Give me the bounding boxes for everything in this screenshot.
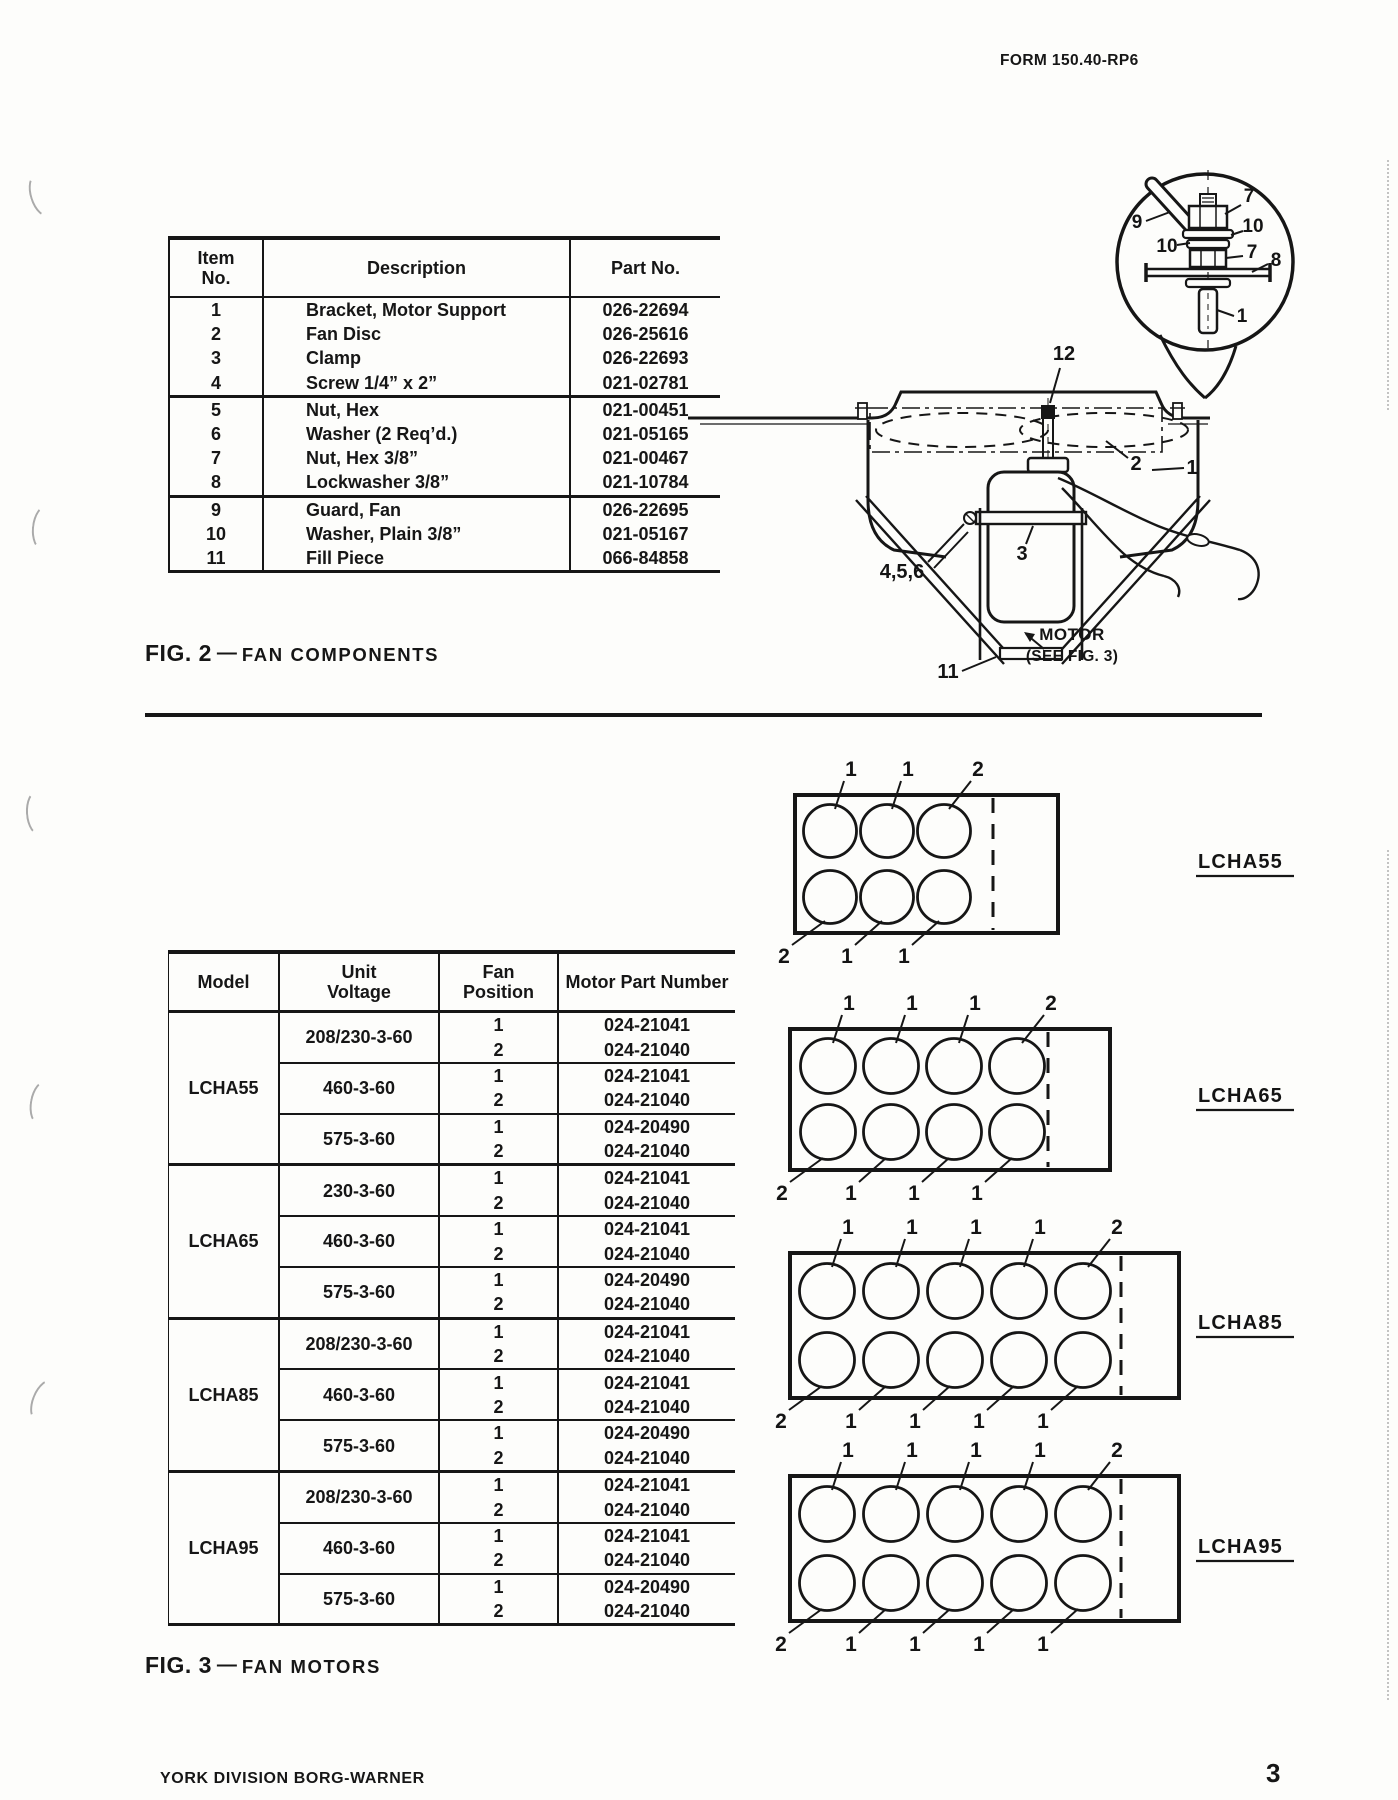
fan-circle: [927, 1039, 982, 1094]
unit-voltage-cell: 208/230-3-60: [279, 1012, 439, 1063]
fan-position-cell: 1: [439, 1318, 558, 1344]
description-cell: Nut, Hex 3/8”: [263, 446, 570, 470]
fan-position-label: 1: [970, 1439, 982, 1462]
fan-circle: [992, 1487, 1047, 1542]
fan-circle: [800, 1556, 855, 1611]
fan-diagram-lcha95: [775, 1439, 1294, 1656]
callout-12: 12: [1052, 343, 1076, 365]
part-no-cell: 066-84858: [602, 547, 689, 568]
callout-8: 8: [1270, 250, 1282, 271]
parts-table-row: [169, 346, 720, 370]
scan-mark: [24, 789, 53, 837]
scan-mark: [30, 504, 61, 552]
callout-1: 1: [1186, 457, 1198, 479]
fan-position-cell: 1: [439, 1523, 558, 1548]
callout-11: 11: [937, 661, 959, 683]
description-cell: Bracket, Motor Support: [263, 297, 570, 322]
part-no-cell: 026-22694: [602, 300, 689, 321]
fan-position-cell: 2: [439, 1292, 558, 1318]
motor-part-number-cell: 024-21041: [558, 1216, 735, 1241]
description-cell: Fan Disc: [263, 322, 570, 346]
motor-part-number-cell: 024-21040: [603, 1243, 691, 1264]
unit-voltage-cell: 575-3-60: [279, 1574, 439, 1625]
scan-mark: [26, 1078, 60, 1128]
fan-position-cell: 1: [439, 1216, 558, 1241]
motor-part-number-cell: 024-20490: [558, 1114, 735, 1139]
fan-position-label: 1: [841, 945, 853, 968]
fan-circle: [928, 1264, 983, 1319]
fan-circle: [800, 1487, 855, 1542]
fig3-caption: [145, 1652, 381, 1679]
fig2-parts-table: [168, 236, 720, 573]
callout-1-balloon: 1: [1236, 306, 1248, 327]
callout-2: 2: [1130, 453, 1142, 475]
item-no-cell: 7: [169, 446, 263, 470]
motor-part-number-cell: 024-21040: [603, 1550, 691, 1571]
fig2-drawing: [680, 120, 1398, 720]
fan-circle: [1056, 1556, 1111, 1611]
part-no-cell: 026-22693: [602, 348, 689, 369]
unit-voltage-cell: 575-3-60: [279, 1267, 439, 1318]
footer-text: YORK DIVISION BORG-WARNER: [160, 1770, 425, 1787]
callout-3: 3: [1016, 543, 1028, 565]
header-position-line1: Fan: [482, 961, 515, 982]
parts-table-row: [169, 297, 720, 322]
fig2-caption-separator: —: [216, 642, 237, 664]
parts-table-header-row: [169, 238, 720, 297]
form-number: FORM 150.40-RP6: [1000, 52, 1139, 69]
motor-part-number-cell: 024-20490: [558, 1420, 735, 1445]
callout-9: 9: [1131, 212, 1143, 233]
motors-table-header-row: [169, 952, 736, 1012]
motor-label: MOTOR: [1039, 625, 1105, 644]
see-fig3-label: (SEE FIG. 3): [1025, 648, 1119, 665]
fan-position-label: 1: [909, 1633, 921, 1656]
fig3-caption-title: FAN MOTORS: [241, 1656, 381, 1677]
fan-position-label: 1: [843, 992, 855, 1015]
fan-position-cell: 1: [439, 1114, 558, 1139]
scan-mark: [24, 169, 63, 221]
fan-circle: [918, 805, 971, 858]
item-no-cell: 4: [169, 371, 263, 397]
part-no-cell: 026-25616: [602, 324, 689, 345]
motors-table-row: [169, 1012, 736, 1038]
fan-circle: [992, 1333, 1047, 1388]
fan-position-cell: 2: [439, 1548, 558, 1573]
hex-nut-lower: [1190, 250, 1226, 267]
fan-position-label: 1: [973, 1410, 985, 1433]
fan-circle: [1056, 1264, 1111, 1319]
fan-position-label: 2: [1111, 1439, 1123, 1462]
fan-circle: [861, 871, 914, 924]
header-item-line1: Item: [197, 247, 235, 268]
motors-table-row: [169, 1472, 736, 1498]
motors-table-row: [169, 1318, 736, 1344]
washer-mid: [1187, 240, 1229, 248]
model-cell: LCHA95: [169, 1472, 280, 1625]
fan-position-label: 1: [1034, 1216, 1046, 1239]
header-motor-part-number: Motor Part Number: [558, 952, 735, 1012]
header-unit-voltage: [279, 952, 439, 1012]
item-no-cell: 6: [169, 422, 263, 446]
fan-circle: [1056, 1487, 1111, 1542]
fan-diagram-model-label: LCHA65: [1198, 1085, 1283, 1107]
fan-position-cell: 1: [439, 1165, 558, 1191]
unit-voltage-cell: 460-3-60: [279, 1369, 439, 1420]
fan-position-label: 2: [775, 1410, 787, 1433]
unit-outline: [795, 795, 1058, 933]
fan-circle: [918, 871, 971, 924]
fan-circle: [928, 1487, 983, 1542]
fan-circle: [1056, 1333, 1111, 1388]
item-no-cell: 9: [169, 496, 263, 522]
unit-voltage-cell: 460-3-60: [279, 1063, 439, 1114]
fan-position-cell: 1: [439, 1574, 558, 1599]
parts-table-row: [169, 396, 720, 422]
parts-table-row: [169, 446, 720, 470]
fan-position-label: 2: [778, 945, 790, 968]
header-part-no: Part No.: [570, 238, 720, 297]
fan-circle: [864, 1264, 919, 1319]
fan-position-label: 1: [845, 1182, 857, 1205]
fan-position-label: 2: [972, 758, 984, 781]
callout-10-left: 10: [1156, 236, 1178, 257]
motor-part-number-cell: 024-21041: [558, 1165, 735, 1191]
fan-position-cell: 1: [439, 1472, 558, 1498]
fan-position-label: 1: [842, 1216, 854, 1239]
fan-position-label: 2: [775, 1633, 787, 1656]
header-voltage-line1: Unit: [341, 961, 377, 982]
fan-circle: [928, 1556, 983, 1611]
motor-part-number-cell: 024-21040: [603, 1499, 691, 1520]
fan-circle: [861, 805, 914, 858]
fan-circle: [801, 1039, 856, 1094]
parts-table-row: [169, 322, 720, 346]
fan-position-cell: 2: [439, 1037, 558, 1062]
callout-4-5-6: 4,5,6: [879, 561, 925, 583]
fan-diagram-lcha55: [778, 758, 1294, 968]
fan-circle: [990, 1039, 1045, 1094]
callout-10-right: 10: [1242, 216, 1264, 237]
fan-position-label: 1: [1037, 1633, 1049, 1656]
fan-position-cell: 2: [439, 1242, 558, 1267]
fig2-caption: [145, 640, 439, 667]
motors-table-row: [169, 1165, 736, 1191]
fan-position-cell: 1: [439, 1012, 558, 1038]
fan-position-cell: 2: [439, 1497, 558, 1522]
fan-position-label: 1: [906, 992, 918, 1015]
fan-position-label: 1: [970, 1216, 982, 1239]
fan-position-label: 1: [1034, 1439, 1046, 1462]
fan-circle: [990, 1105, 1045, 1160]
unit-voltage-cell: 460-3-60: [279, 1523, 439, 1574]
fan-circle: [804, 805, 857, 858]
header-item-line2: No.: [201, 268, 231, 288]
motor-part-number-cell: 024-21041: [558, 1369, 735, 1394]
motor-part-number-cell: 024-21040: [603, 1090, 691, 1111]
clamp-band: [976, 512, 1086, 524]
item-no-cell: 8: [169, 470, 263, 496]
motor-part-number-cell: 024-21040: [603, 1346, 691, 1367]
motor-part-number-cell: 024-21041: [558, 1523, 735, 1548]
description-cell: Screw 1/4” x 2”: [263, 371, 570, 397]
unit-voltage-cell: 460-3-60: [279, 1216, 439, 1267]
fan-position-label: 1: [908, 1182, 920, 1205]
fan-position-cell: 1: [439, 1063, 558, 1088]
washer-lower: [1186, 279, 1230, 287]
header-item-no: [169, 238, 263, 297]
fan-position-label: 1: [906, 1439, 918, 1462]
model-cell: LCHA65: [169, 1165, 280, 1318]
motor-part-number-cell: 024-21041: [558, 1063, 735, 1088]
motor-part-number-cell: 024-21040: [603, 1396, 691, 1417]
unit-voltage-cell: 208/230-3-60: [279, 1472, 439, 1523]
item-no-cell: 11: [169, 546, 263, 572]
fan-position-cell: 1: [439, 1267, 558, 1292]
motor-part-number-cell: 024-21040: [603, 1039, 691, 1060]
fan-position-cell: 2: [439, 1599, 558, 1625]
fan-circle: [928, 1333, 983, 1388]
header-model: Model: [169, 952, 280, 1012]
fan-diagram-model-label: LCHA85: [1198, 1312, 1283, 1334]
motor-part-number-cell: 024-21040: [603, 1447, 691, 1468]
fig3-caption-separator: —: [216, 1654, 237, 1676]
parts-table-row: [169, 522, 720, 546]
item-no-cell: 1: [169, 297, 263, 322]
motor-part-number-cell: 024-21041: [558, 1318, 735, 1344]
fan-circle: [864, 1556, 919, 1611]
motor-body: [988, 472, 1074, 622]
motor-part-number-cell: 024-21041: [558, 1472, 735, 1498]
item-no-cell: 3: [169, 346, 263, 370]
fan-position-cell: 2: [439, 1139, 558, 1165]
fan-position-label: 1: [902, 758, 914, 781]
fan-circle: [927, 1105, 982, 1160]
model-cell: LCHA85: [169, 1318, 280, 1471]
part-no-cell: 021-05165: [602, 423, 689, 444]
fan-position-label: 1: [969, 992, 981, 1015]
fan-circle: [992, 1264, 1047, 1319]
fan-position-label: 1: [842, 1439, 854, 1462]
fan-position-cell: 1: [439, 1369, 558, 1394]
section-divider: [145, 713, 1262, 717]
item-no-cell: 5: [169, 396, 263, 422]
fan-position-label: 1: [898, 945, 910, 968]
description-cell: Guard, Fan: [263, 496, 570, 522]
description-cell: Washer, Plain 3/8”: [263, 522, 570, 546]
parts-table-row: [169, 546, 720, 572]
fan-circle: [864, 1039, 919, 1094]
fig3-motors-table-body: [169, 1012, 736, 1625]
motor-part-number-cell: 024-21040: [603, 1141, 691, 1162]
fan-diagrams: [680, 740, 1398, 1700]
description-cell: Washer (2 Req’d.): [263, 422, 570, 446]
fig3-motors-table: [168, 950, 728, 1626]
fan-diagram-lcha65: [776, 992, 1294, 1205]
part-no-cell: 021-10784: [602, 472, 689, 493]
unit-voltage-cell: 230-3-60: [279, 1165, 439, 1216]
fan-diagram-model-label: LCHA55: [1198, 851, 1283, 873]
fig2-caption-title: FAN COMPONENTS: [241, 644, 440, 665]
fan-position-cell: 2: [439, 1191, 558, 1216]
fig2-caption-prefix: FIG. 2: [145, 640, 212, 666]
fan-position-label: 1: [971, 1182, 983, 1205]
fan-position-label: 1: [906, 1216, 918, 1239]
fan-disc-left: [876, 413, 1048, 447]
fan-circle: [864, 1487, 919, 1542]
fan-position-label: 1: [973, 1633, 985, 1656]
fig3-caption-prefix: FIG. 3: [145, 1652, 212, 1678]
parts-table-row: [169, 371, 720, 397]
callout-7-mid: 7: [1246, 242, 1258, 263]
fan-position-label: 1: [909, 1410, 921, 1433]
fan-circle: [992, 1556, 1047, 1611]
parts-table-row: [169, 422, 720, 446]
fan-circle: [864, 1105, 919, 1160]
fan-position-label: 1: [845, 1633, 857, 1656]
header-description: Description: [263, 238, 570, 297]
fan-position-label: 1: [845, 1410, 857, 1433]
washer-upper: [1183, 230, 1233, 238]
part-no-cell: 021-00451: [570, 396, 720, 422]
part-no-cell: 026-22695: [570, 496, 720, 522]
description-cell: Lockwasher 3/8”: [263, 470, 570, 496]
description-cell: Fill Piece: [263, 546, 570, 572]
item-no-cell: 2: [169, 322, 263, 346]
parts-table-row: [169, 496, 720, 522]
fan-circle: [801, 1105, 856, 1160]
fan-position-label: 1: [1037, 1410, 1049, 1433]
fan-diagram-model-label: LCHA95: [1198, 1536, 1283, 1558]
fan-position-cell: 2: [439, 1446, 558, 1472]
fan-circle: [864, 1333, 919, 1388]
description-cell: Clamp: [263, 346, 570, 370]
header-voltage-line2: Voltage: [327, 982, 391, 1002]
fan-position-cell: 2: [439, 1344, 558, 1369]
description-cell: Nut, Hex: [263, 396, 570, 422]
fan-position-label: 2: [1045, 992, 1057, 1015]
model-cell: LCHA55: [169, 1012, 280, 1165]
hex-nut-upper: [1189, 206, 1227, 228]
motor-part-number-cell: 024-20490: [558, 1267, 735, 1292]
fan-circle: [804, 871, 857, 924]
motor-part-number-cell: 024-21040: [603, 1192, 691, 1213]
part-no-cell: 021-02781: [602, 372, 689, 393]
motor-part-number-cell: 024-21041: [558, 1012, 735, 1038]
part-no-cell: 021-00467: [602, 448, 689, 469]
unit-outline: [790, 1029, 1110, 1170]
motor-part-number-cell: 024-20490: [558, 1574, 735, 1599]
unit-voltage-cell: 575-3-60: [279, 1114, 439, 1165]
item-no-cell: 10: [169, 522, 263, 546]
header-fan-position: [439, 952, 558, 1012]
unit-voltage-cell: 575-3-60: [279, 1420, 439, 1471]
fan-diagram-lcha85: [775, 1216, 1294, 1433]
fan-position-cell: 1: [439, 1420, 558, 1445]
fan-position-cell: 2: [439, 1395, 558, 1420]
parts-table-row: [169, 470, 720, 496]
fan-position-label: 2: [776, 1182, 788, 1205]
part-no-cell: 021-05167: [602, 523, 689, 544]
motor-part-number-cell: 024-21040: [603, 1294, 691, 1315]
fan-position-label: 2: [1111, 1216, 1123, 1239]
fan-position-cell: 2: [439, 1088, 558, 1113]
fig2-parts-table-body: [169, 297, 720, 572]
fan-circle: [800, 1333, 855, 1388]
unit-voltage-cell: 208/230-3-60: [279, 1318, 439, 1369]
scan-mark: [24, 1375, 65, 1427]
page-number: 3: [1266, 1758, 1281, 1788]
header-position-line2: Position: [463, 982, 534, 1002]
motor-part-number-cell: 024-21040: [603, 1601, 691, 1622]
callout-7-top: 7: [1243, 186, 1255, 207]
fan-circle: [800, 1264, 855, 1319]
fan-position-label: 1: [845, 758, 857, 781]
